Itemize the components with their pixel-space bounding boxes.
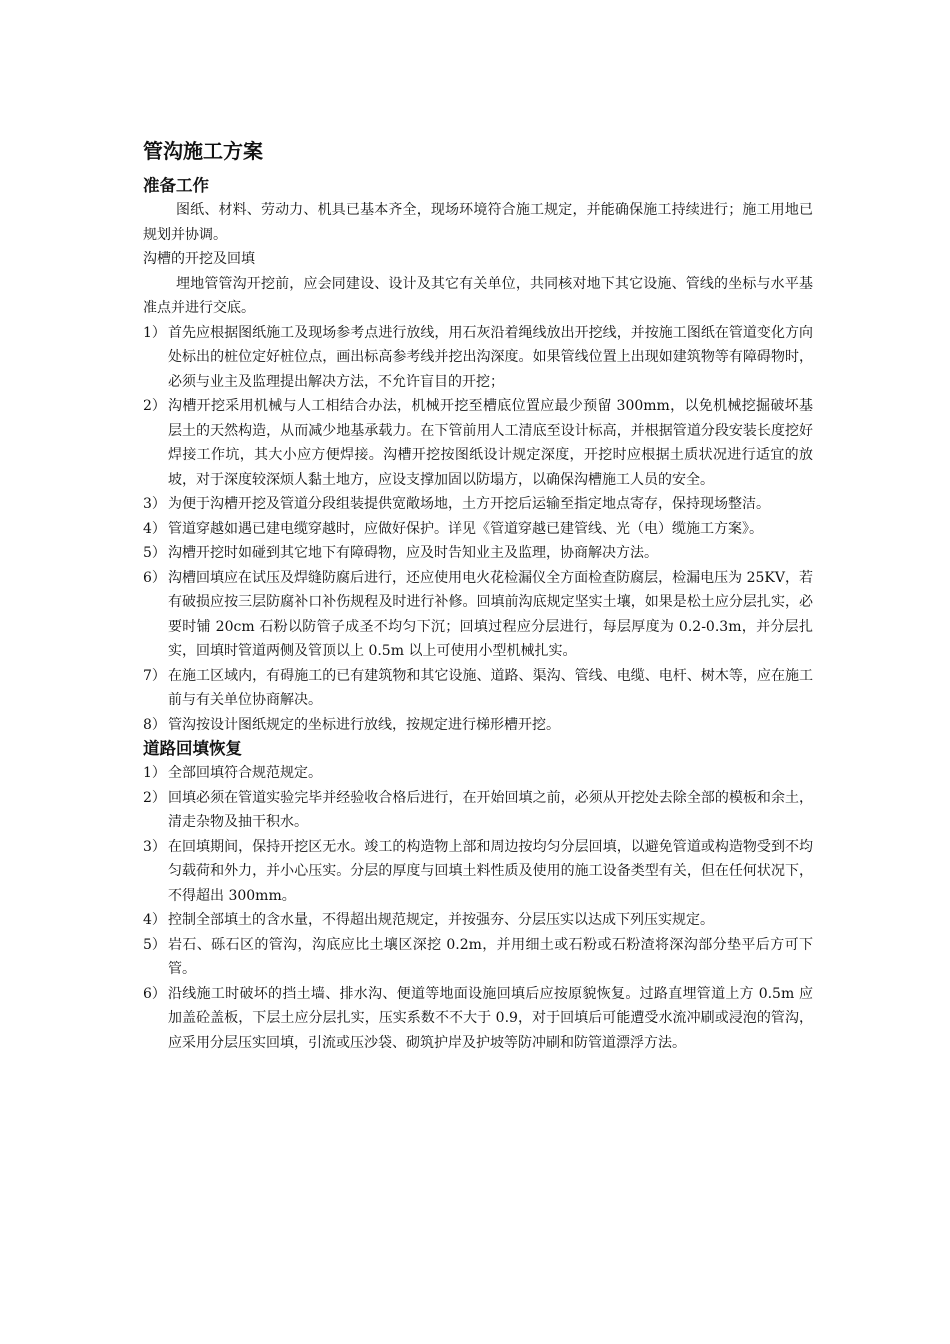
list-item — [143, 908, 813, 933]
list-number: 1） — [143, 324, 166, 341]
list-number: 8） — [143, 716, 166, 733]
list-text: 沿线施工时破坏的挡土墙、排水沟、便道等地面设施回填后应按原貌恢复。过路直埋管道上方 0.5m 应加盖砼盖板，下层土应分层扎实，压实系数不不大于 0.9，对于回填后可能遭受水流冲刷或浸泡的管沟，应采用分层压实回填，引流或压沙袋、砌筑护岸及护坡等防冲刷和防管道漂浮方法。 — [168, 985, 813, 1051]
list-item — [143, 321, 813, 395]
list-item — [143, 713, 813, 738]
road-list — [143, 761, 813, 1055]
list-number: 5） — [143, 545, 166, 561]
list-number: 2） — [143, 789, 166, 806]
list-item — [143, 664, 813, 713]
list-number: 2） — [143, 398, 166, 414]
list-text: 沟槽开挖采用机械与人工相结合办法，机械开挖至槽底位置应最少预留 300mm，以免机械挖掘破坏基层土的天然构造，从而减少地基承载力。在下管前用人工清底至设计标高，并根据管道分段安装长度挖好焊接工作坑，其大小应方便焊接。沟槽开挖按图纸设计规定深度，开挖时应根据土质状况进行适宜的放坡，对于深度较深烦人黏土地方，应设支撑加固以防塌方，以确保沟槽施工人员的安全。 — [168, 398, 813, 488]
list-text: 首先应根据图纸施工及现场参考点进行放线，用石灰沿着绳线放出开挖线，并按施工图纸在管道变化方向处标出的桩位定好桩位点，画出标高参考线并挖出沟深度。如果管线位置上出现如建筑物等有障碍物时，必须与业主及监理提出解决方法，不允许盲目的开挖； — [168, 324, 813, 390]
list-item — [143, 517, 813, 542]
list-text: 全部回填符合规范规定。 — [168, 765, 322, 781]
list-text: 沟槽回填应在试压及焊缝防腐后进行，还应使用电火花检漏仪全方面检查防腐层，检漏电压为 25KV，若有破损应按三层防腐补口补伤规程及时进行补修。回填前沟底规定坚实土壤，如果是松土应分层扎实，必要时铺 20cm 石粉以防管子成圣不均匀下沉；回填过程应分层进行，每层厚度为 0.2-0.3m，并分层扎实，回填时管道两侧及管顶以上 0.5m 以上可使用小型机械扎实。 — [168, 569, 813, 659]
list-item — [143, 835, 813, 909]
section-heading-prep: 准备工作 — [143, 176, 209, 195]
list-text: 控制全部填土的含水量，不得超出规范规定，并按强夯、分层压实以达成下列压实规定。 — [168, 912, 714, 928]
list-number: 6） — [143, 985, 166, 1002]
list-number: 3） — [143, 838, 166, 855]
list-number: 4） — [143, 520, 166, 537]
list-text: 岩石、砾石区的管沟，沟底应比土壤区深挖 0.2m，并用细土或石粉或石粉渣将深沟部分垫平后方可下管。 — [168, 936, 813, 977]
list-item — [143, 394, 813, 492]
trench-list — [143, 321, 813, 738]
list-number: 1） — [143, 765, 166, 781]
list-text: 在施工区域内，有碍施工的已有建筑物和其它设施、道路、渠沟、管线、电缆、电杆、树木等，应在施工前与有关单位协商解决。 — [168, 667, 813, 708]
prep-paragraph: 图纸、材料、劳动力、机具已基本齐全，现场环境符合施工规定，并能确保施工持续进行；施工用地已规划并协调。 — [143, 202, 813, 243]
list-number: 6） — [143, 569, 166, 586]
list-text: 沟槽开挖时如碰到其它地下有障碍物，应及时告知业主及监理，协商解决方法。 — [168, 545, 658, 561]
list-item — [143, 541, 813, 566]
list-text: 在回填期间，保持开挖区无水。竣工的构造物上部和周边按均匀分层回填，以避免管道或构造物受到不均匀载荷和外力，并小心压实。分层的厚度与回填土料性质及使用的施工设备类型有关，但在任何状况下，不得超出 300mm。 — [168, 838, 813, 904]
list-text: 为便于沟槽开挖及管道分段组装提供宽敞场地，土方开挖后运输至指定地点寄存，保持现场整洁。 — [168, 496, 770, 512]
list-number: 3） — [143, 496, 166, 512]
list-number: 5） — [143, 936, 166, 953]
list-text: 管沟按设计图纸规定的坐标进行放线，按规定进行梯形槽开挖。 — [168, 716, 560, 733]
section-heading-trench: 沟槽的开挖及回填 — [143, 251, 255, 267]
list-number: 4） — [143, 912, 166, 928]
list-item — [143, 933, 813, 982]
list-text: 管道穿越如遇已建电缆穿越时，应做好保护。详见《管道穿越已建管线、光（电）缆施工方案》。 — [168, 520, 763, 537]
list-item — [143, 566, 813, 664]
list-text: 回填必须在管道实验完毕并经验收合格后进行，在开始回填之前，必须从开挖处去除全部的模板和余土，清走杂物及抽干积水。 — [168, 789, 813, 830]
document-title: 管沟施工方案 — [143, 139, 263, 163]
list-item — [143, 786, 813, 835]
list-number: 7） — [143, 667, 166, 684]
list-item — [143, 982, 813, 1056]
list-item — [143, 761, 813, 786]
section-heading-road: 道路回填恢复 — [143, 739, 242, 758]
list-item — [143, 492, 813, 517]
trench-paragraph: 埋地管管沟开挖前，应会同建设、设计及其它有关单位，共同核对地下其它设施、管线的坐标与水平基准点并进行交底。 — [143, 275, 813, 316]
document-page — [143, 136, 813, 1055]
